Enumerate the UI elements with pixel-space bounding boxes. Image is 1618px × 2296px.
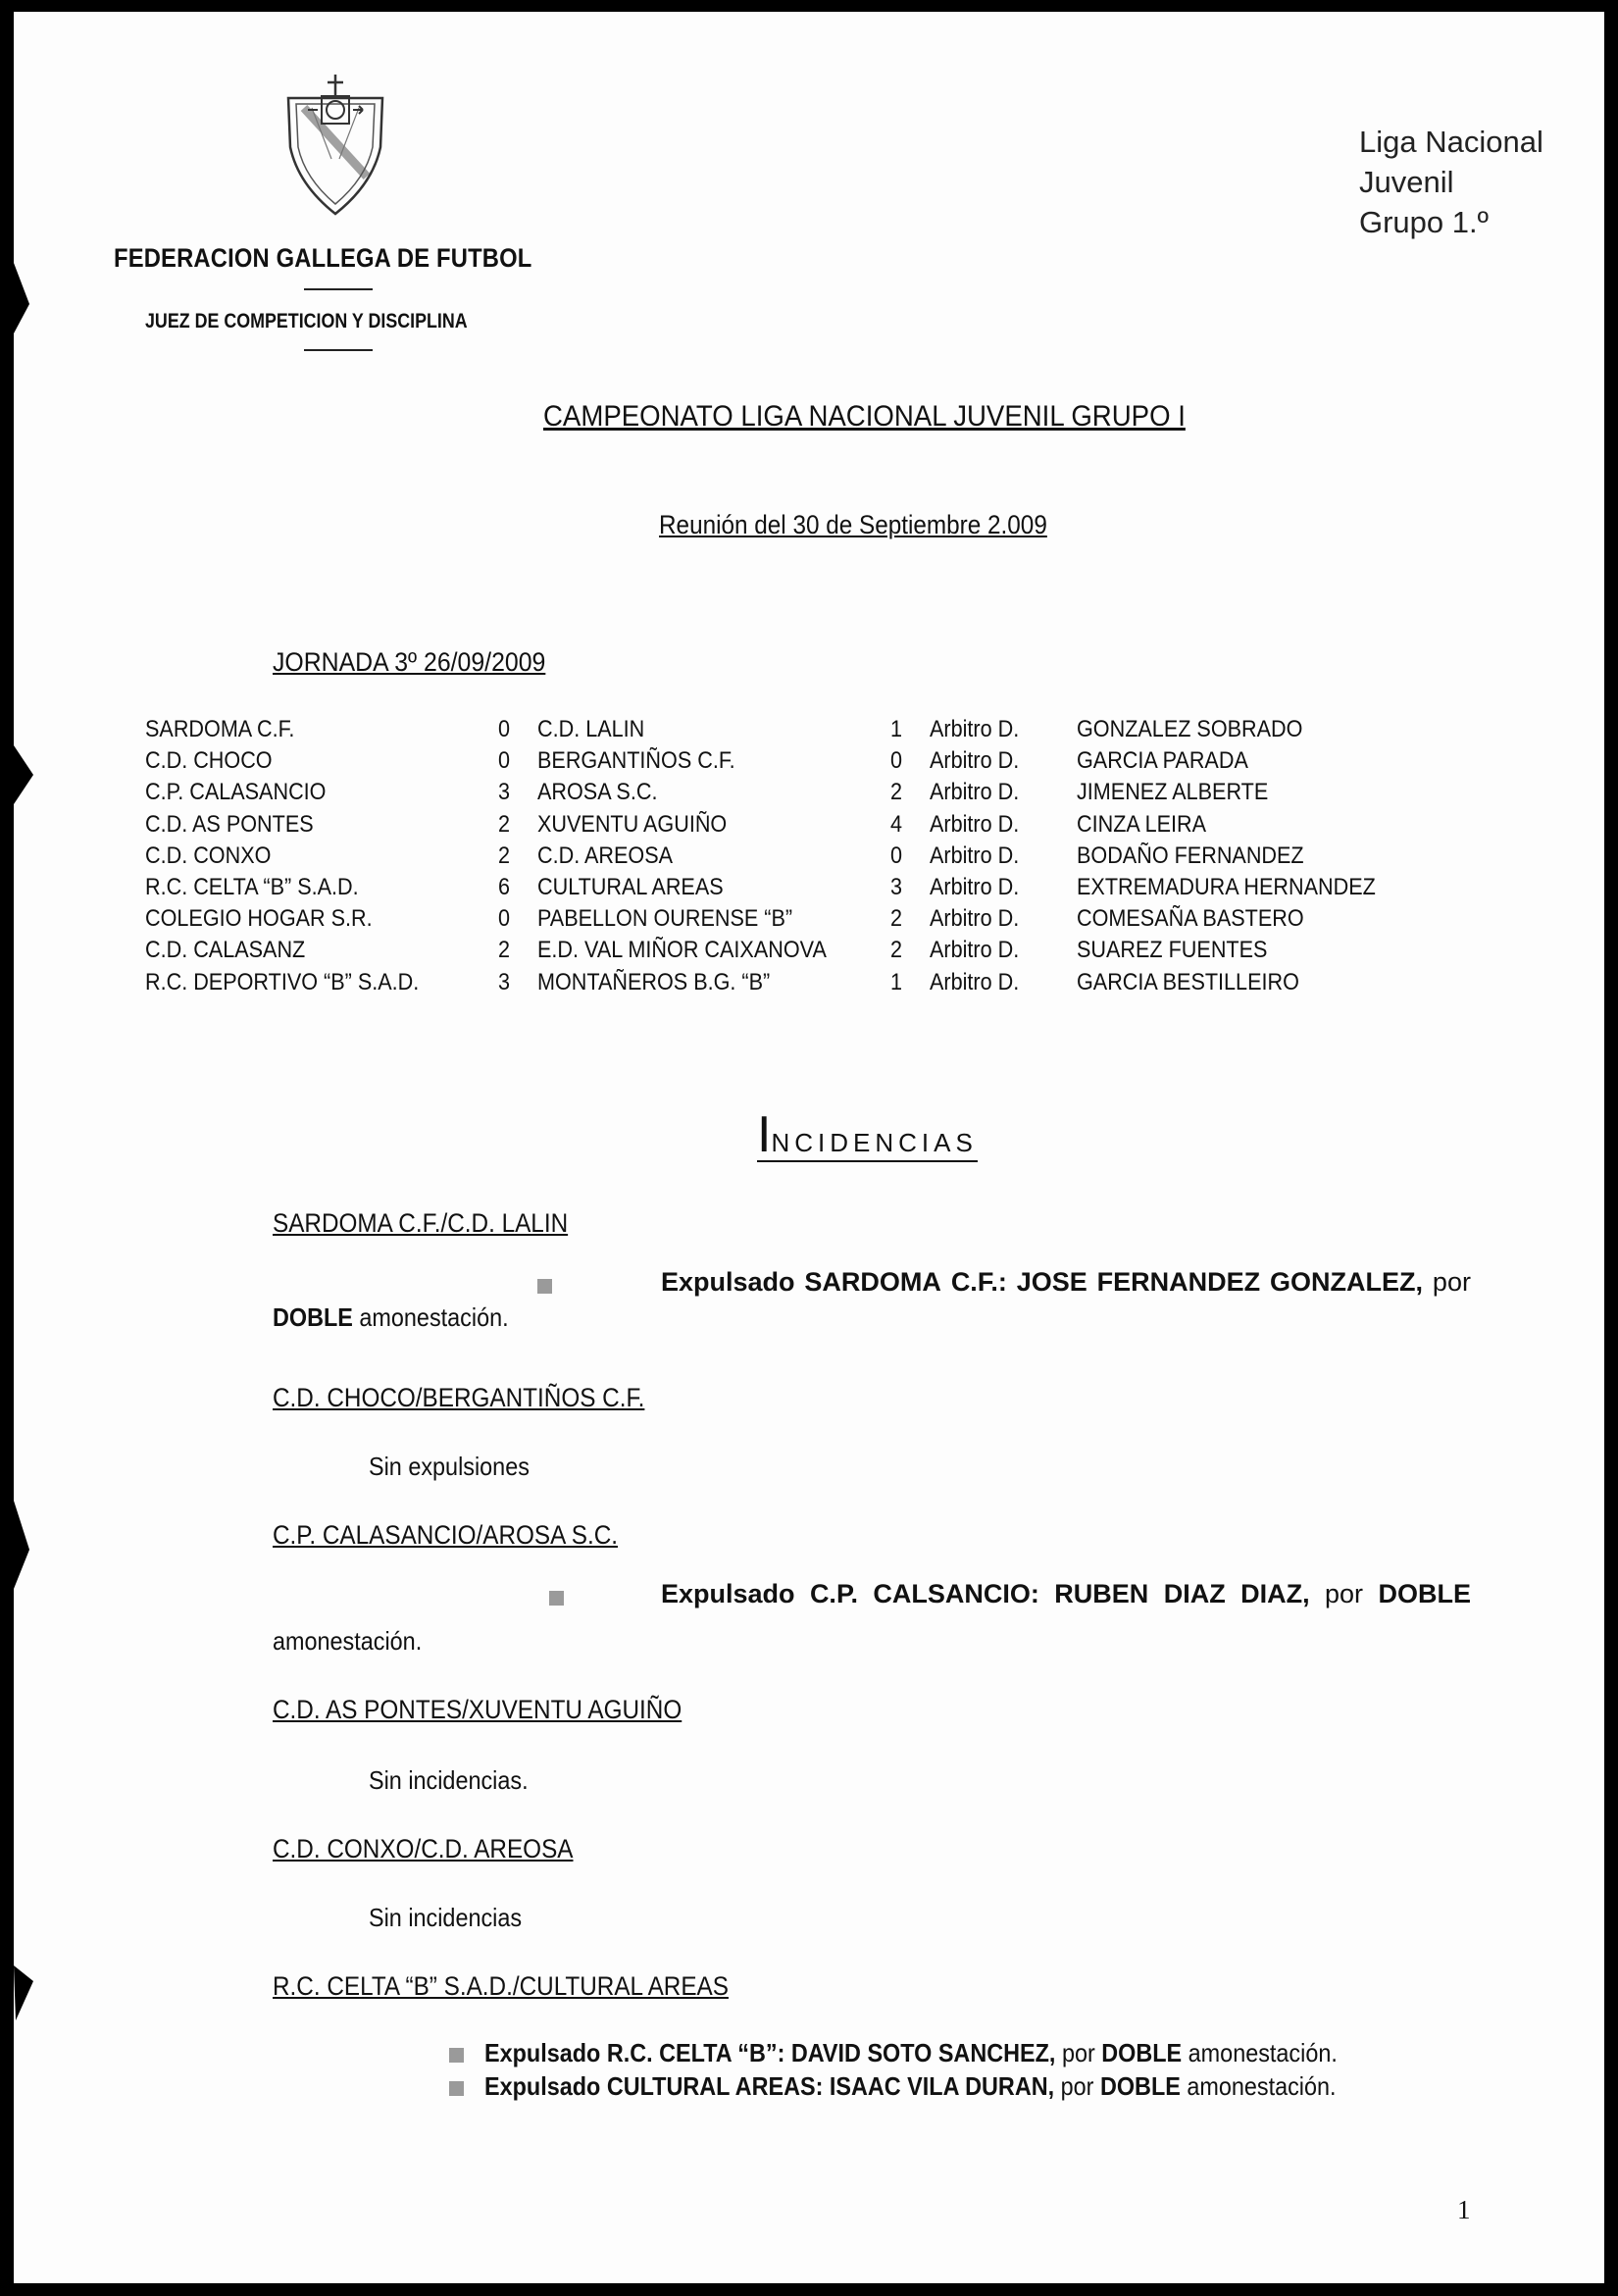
organization-name: FEDERACION GALLEGA DE FUTBOL	[114, 243, 532, 273]
away-score: 4	[890, 810, 903, 838]
word: SARDOMA	[804, 1267, 941, 1297]
player: Expulsado R.C. CELTA “B”: DAVID SOTO SANCHEZ,	[484, 2038, 1056, 2067]
expulsion-line	[661, 1267, 1471, 1298]
text: amonestación.	[1182, 2038, 1338, 2067]
home-score: 3	[498, 968, 511, 995]
away-score: 2	[890, 937, 903, 964]
section-heading: C.P. CALASANCIO/AROSA S.C.	[273, 1520, 619, 1550]
home-team: C.D. CHOCO	[145, 747, 273, 775]
divider	[304, 288, 373, 290]
home-team: R.C. CELTA “B” S.A.D.	[145, 873, 359, 900]
away-team: XUVENTU AGUIÑO	[537, 810, 728, 838]
home-score: 6	[498, 873, 511, 900]
away-team: AROSA S.C.	[537, 779, 658, 806]
word: CALSANCIO:	[873, 1579, 1039, 1608]
expulsion-item	[484, 2071, 1337, 2102]
away-score: 3	[890, 873, 903, 900]
divider	[304, 349, 373, 351]
arbitro-label: Arbitro D.	[930, 810, 1020, 838]
text: amonestación.	[1180, 2071, 1337, 2101]
page-number: 1	[1457, 2195, 1471, 2224]
expulsion-item	[484, 2038, 1338, 2068]
section-heading: SARDOMA C.F./C.D. LALIN	[273, 1208, 569, 1238]
arbitro-label: Arbitro D.	[930, 937, 1020, 964]
player: Expulsado CULTURAL AREAS: ISAAC VILA DURAN,	[484, 2071, 1055, 2101]
word: RUBEN	[1054, 1579, 1149, 1608]
away-score: 1	[890, 716, 903, 742]
section-text: Sin expulsiones	[369, 1452, 530, 1481]
away-team: CULTURAL AREAS	[537, 873, 724, 900]
referee-name: CINZA LEIRA	[1077, 810, 1207, 838]
arbitro-label: Arbitro D.	[930, 873, 1020, 900]
away-team: C.D. AREOSA	[537, 842, 674, 869]
away-team: MONTAÑEROS B.G. “B”	[537, 968, 771, 995]
referee-name: GONZALEZ SOBRADO	[1077, 716, 1303, 742]
bullet-icon	[449, 2048, 464, 2063]
matchday-heading: JORNADA 3º 26/09/2009	[273, 647, 546, 677]
incidencias-title-rest: NCIDENCIAS	[771, 1128, 978, 1157]
text: amonestación.	[352, 1302, 509, 1332]
word: por	[1432, 1267, 1471, 1297]
home-team: C.P. CALASANCIO	[145, 779, 327, 806]
text: por	[1054, 2071, 1100, 2101]
section-heading: R.C. CELTA “B” S.A.D./CULTURAL AREAS	[273, 1971, 729, 2001]
bullet-icon	[549, 1591, 564, 1606]
word: C.F.:	[950, 1267, 1007, 1297]
away-score: 2	[890, 905, 903, 933]
home-score: 0	[498, 716, 511, 742]
home-team: SARDOMA C.F.	[145, 716, 295, 742]
word: DOBLE	[1378, 1579, 1471, 1608]
section-heading: C.D. CONXO/C.D. AREOSA	[273, 1834, 574, 1863]
league-line: Juvenil	[1359, 165, 1454, 199]
home-score: 0	[498, 905, 511, 933]
word: DIAZ	[1163, 1579, 1226, 1608]
arbitro-label: Arbitro D.	[930, 779, 1020, 806]
word: GONZALEZ,	[1270, 1267, 1424, 1297]
section-heading: C.D. CHOCO/BERGANTIÑOS C.F.	[273, 1383, 645, 1412]
away-team: BERGANTIÑOS C.F.	[537, 747, 735, 775]
federation-crest-logo	[282, 69, 388, 216]
away-score: 0	[890, 747, 903, 775]
expulsion-continuation	[273, 1302, 509, 1333]
scan-edge-marks	[0, 0, 39, 2296]
referee-name: BODAÑO FERNANDEZ	[1077, 842, 1304, 869]
bullet-icon	[449, 2081, 464, 2096]
word: Expulsado	[661, 1579, 795, 1608]
committee-name: JUEZ DE COMPETICION Y DISCIPLINA	[145, 310, 468, 332]
incidencias-title-initial: I	[757, 1106, 772, 1163]
emphasis: DOBLE	[1101, 2038, 1183, 2067]
section-heading: C.D. AS PONTES/XUVENTU AGUIÑO	[273, 1695, 683, 1724]
incidencias-title	[757, 1106, 978, 1163]
home-team: COLEGIO HOGAR S.R.	[145, 905, 373, 933]
word: por	[1325, 1579, 1364, 1608]
expulsion-line	[661, 1579, 1471, 1609]
section-text: Sin incidencias	[369, 1903, 523, 1932]
home-team: C.D. CONXO	[145, 842, 272, 869]
word: C.P.	[809, 1579, 858, 1608]
section-text: Sin incidencias.	[369, 1765, 529, 1795]
away-team: PABELLON OURENSE “B”	[537, 905, 793, 933]
emphasis: DOBLE	[1099, 2071, 1181, 2101]
away-score: 1	[890, 968, 903, 995]
home-team: C.D. AS PONTES	[145, 810, 314, 838]
word: Expulsado	[661, 1267, 795, 1297]
expulsion-continuation: amonestación.	[273, 1626, 423, 1656]
referee-name: EXTREMADURA HERNANDEZ	[1077, 873, 1376, 900]
meeting-date: Reunión del 30 de Septiembre 2.009	[659, 510, 1047, 539]
word: FERNANDEZ	[1096, 1267, 1261, 1297]
referee-name: SUAREZ FUENTES	[1077, 937, 1268, 964]
document-page	[14, 12, 1604, 2283]
home-score: 2	[498, 937, 511, 964]
word: JOSE	[1016, 1267, 1087, 1297]
arbitro-label: Arbitro D.	[930, 968, 1020, 995]
word: DIAZ,	[1240, 1579, 1310, 1608]
away-team: C.D. LALIN	[537, 716, 645, 742]
away-score: 0	[890, 842, 903, 869]
referee-name: COMESAÑA BASTERO	[1077, 905, 1304, 933]
arbitro-label: Arbitro D.	[930, 905, 1020, 933]
emphasis: DOBLE	[273, 1302, 353, 1332]
away-score: 2	[890, 779, 903, 806]
league-line: Grupo 1.º	[1359, 205, 1489, 239]
away-team: E.D. VAL MIÑOR CAIXANOVA	[537, 937, 827, 964]
home-score: 0	[498, 747, 511, 775]
home-team: C.D. CALASANZ	[145, 937, 306, 964]
arbitro-label: Arbitro D.	[930, 716, 1020, 742]
arbitro-label: Arbitro D.	[930, 747, 1020, 775]
referee-name: GARCIA PARADA	[1077, 747, 1248, 775]
home-team: R.C. DEPORTIVO “B” S.A.D.	[145, 968, 420, 995]
league-label	[1359, 122, 1543, 242]
home-score: 2	[498, 842, 511, 869]
league-line: Liga Nacional	[1359, 125, 1543, 159]
arbitro-label: Arbitro D.	[930, 842, 1020, 869]
home-score: 3	[498, 779, 511, 806]
referee-name: JIMENEZ ALBERTE	[1077, 779, 1269, 806]
text: por	[1055, 2038, 1102, 2067]
document-title: CAMPEONATO LIGA NACIONAL JUVENIL GRUPO I	[543, 400, 1186, 433]
referee-name: GARCIA BESTILLEIRO	[1077, 968, 1299, 995]
home-score: 2	[498, 810, 511, 838]
bullet-icon	[537, 1279, 552, 1294]
